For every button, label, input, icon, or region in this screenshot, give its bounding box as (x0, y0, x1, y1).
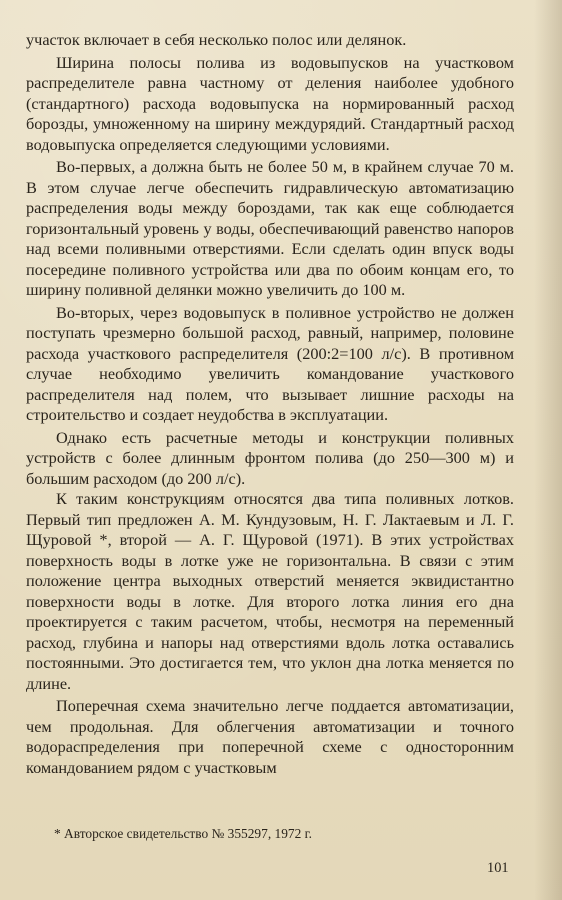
main-text (26, 30, 514, 778)
paragraph-strip-width: Ширина полосы полива из водовыпусков на участковом распределителе равна частному от деления наиболее удобного (стандартного) расхода водовыпуска на нормированный расход борозды, умноженному на ширину междурядий. Стандартный расход водовыпуска определяется следующими условиями. (26, 52, 514, 154)
paragraph-calculation-methods: Однако есть расчетные методы и конструкции поливных устройств с более длинным фронтом полива (до 250—300 м) и большим расходом (до 200 л/с). (26, 427, 514, 488)
paragraph-first-condition: Во-первых, a должна быть не более 50 м, в крайнем случае 70 м. В этом случае легче обеспечить гидравлическую автоматизацию распределения воды между бороздами, так как еще соблюдается горизонтальный уровень у воды, обеспечивающий равенство напоров над всеми поливными отверстиями. Если сделать один впуск воды посередине поливного устройства или два по обоим концам его, то ширину поливной делянки можно увеличить до 100 м. (26, 157, 514, 299)
paragraph-second-condition: Во-вторых, через водовыпуск в поливное устройство не должен поступать чрезмерно большой расход, равный, например, половине расхода участкового распределителя (200:2=100 л/с). В противном случае необходимо увеличить командование участкового распределителя над полем, что вызывает лишние расходы на строительство и создает неудобства в эксплуатации. (26, 302, 514, 424)
footnote: * Авторское свидетельство № 355297, 1972 г. (54, 826, 312, 841)
paragraph-transverse-scheme: Поперечная схема значительно легче поддается автоматизации, чем продольная. Для облегчения автоматизации и точного водораспределения при поперечной схеме с односторонним командованием рядом с участковым (26, 696, 514, 777)
paragraph-continuation: участок включает в себя несколько полос или делянок. (26, 30, 407, 49)
page-number: 101 (487, 860, 509, 876)
paragraph-flume-types: К таким конструкциям относятся два типа поливных лотков. Первый тип предложен А. М. Кундузовым, Н. Г. Лактаевым и Л. Г. Щуровой *, второй — А. Г. Щуровой (1971). В этих устройствах поверхность воды в лотке уже не горизонтальна. В связи с этим положение центра выходных отверстий меняется эквидистантно поверхности воды в лотке. Для второго лотка линия его дна проектируется с таким расчетом, чтобы, несмотря на переменный расход, глубина и напоры над отверстиями вдоль лотка оставались постоянными. Это достигается тем, что уклон дна лотка меняется по длине. (26, 489, 514, 693)
